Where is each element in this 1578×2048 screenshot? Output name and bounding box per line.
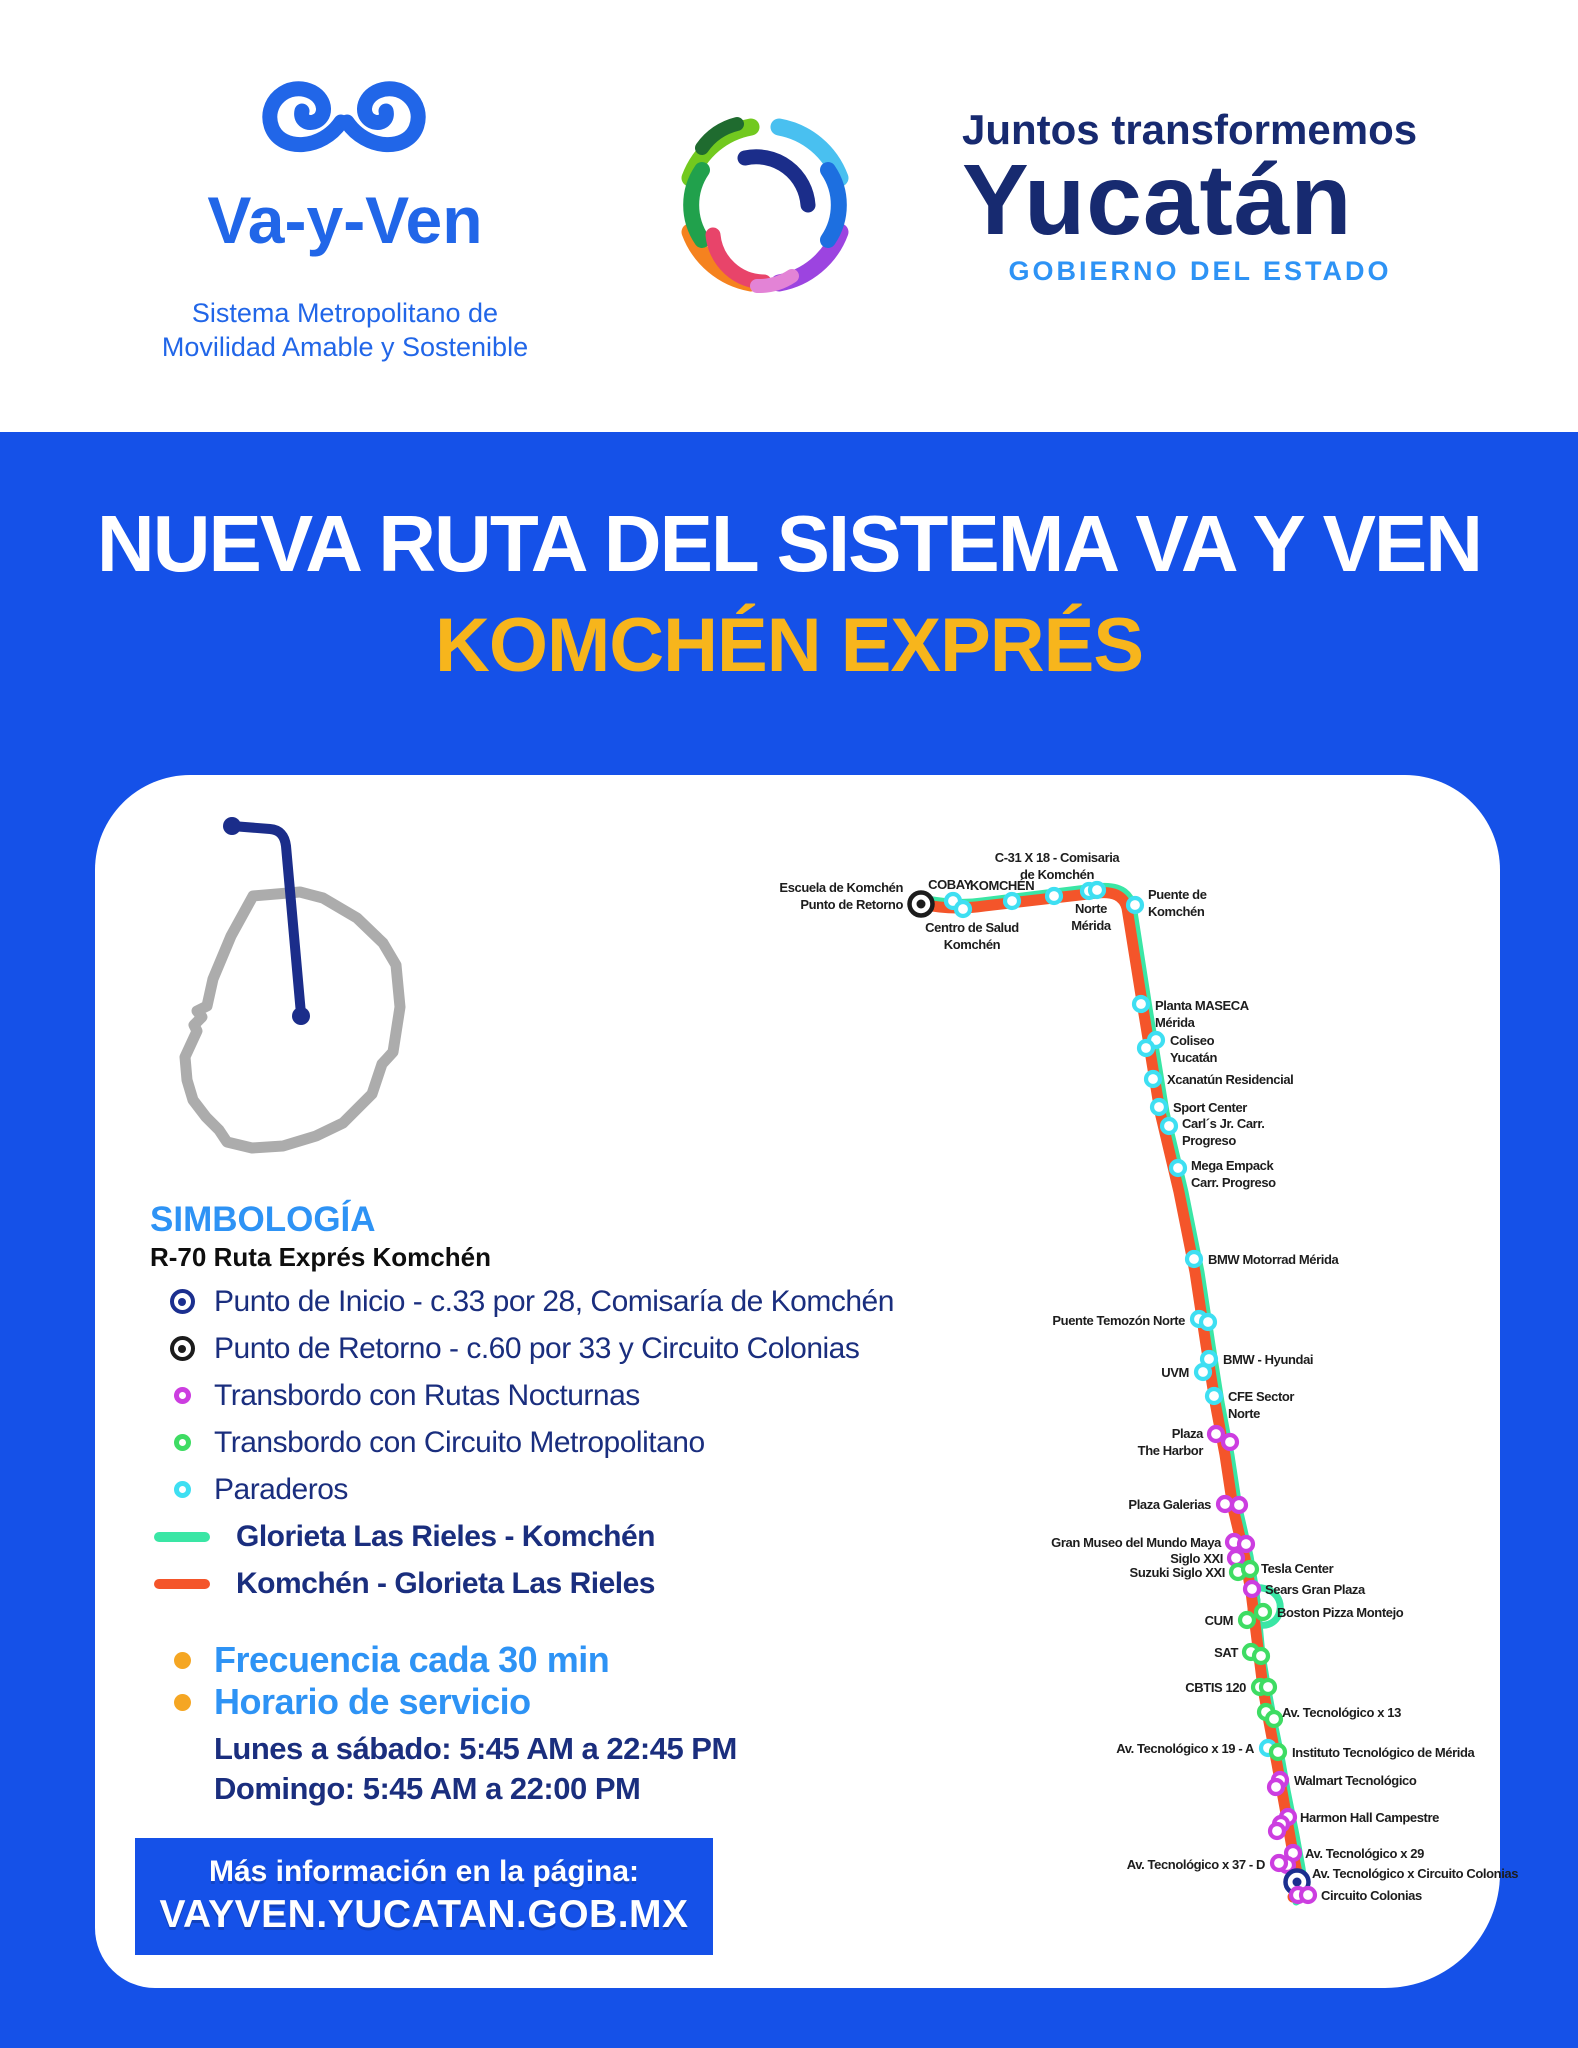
poster-title: NUEVA RUTA DEL SISTEMA VA Y VEN — [96, 499, 1482, 588]
schedule-weekday: Lunes a sábado: 5:45 AM a 22:45 PM — [214, 1731, 737, 1766]
route-stop-label: Centro de Salud Komchén — [925, 920, 1019, 952]
legend-label: Transbordo con Circuito Metropolitano — [214, 1425, 705, 1459]
hours-title: Horario de servicio — [214, 1681, 531, 1722]
route-stop-label: Suzuki Siglo XXI — [1129, 1565, 1225, 1580]
route-stop-label: Plaza Galerias — [1128, 1497, 1211, 1512]
vayven-tagline-line2: Movilidad Amable y Sostenible — [161, 332, 529, 362]
legend-label: Punto de Retorno - c.60 por 33 y Circuito Colonias — [214, 1331, 860, 1365]
legend-item — [150, 1560, 910, 1607]
route-stop-label: Planta MASECA Mérida — [1155, 998, 1249, 1030]
legend-item — [150, 1278, 910, 1325]
vayven-logo-icon — [240, 62, 450, 167]
route-stop-label: Tesla Center — [1261, 1561, 1334, 1576]
service-info — [150, 1639, 910, 1809]
route-stop-label: Xcanatún Residencial — [1167, 1072, 1294, 1087]
ring-magenta-icon — [150, 1387, 214, 1404]
legend-item — [150, 1513, 910, 1560]
route-stop-label: Siglo XXI — [1170, 1551, 1223, 1566]
route-stop-label: COBAY — [928, 877, 972, 892]
route-stop-label: Circuito Colonias — [1321, 1888, 1422, 1903]
ring-green — [174, 1434, 191, 1451]
ring-green-icon — [150, 1434, 214, 1451]
target-blue — [170, 1289, 195, 1314]
target-blue-icon — [150, 1289, 214, 1314]
route-stop-label: Plaza The Harbor — [1137, 1426, 1203, 1458]
yucatan-government-label: GOBIERNO DEL ESTADO — [1008, 256, 1392, 286]
route-stop-label: Norte Mérida — [1071, 901, 1111, 933]
route-stop-label: Av. Tecnológico x 13 — [1282, 1705, 1401, 1720]
bullet-icon — [150, 1652, 214, 1669]
route-stop-label: CUM — [1204, 1613, 1233, 1628]
legend-item — [150, 1325, 910, 1372]
route-stop-label: KOMCHÉN — [969, 878, 1035, 893]
route-stop-label: Av. Tecnológico x 19 - A — [1116, 1741, 1254, 1756]
route-stop-label: Boston Pizza Montejo — [1277, 1605, 1404, 1620]
frequency-text: Frecuencia cada 30 min — [214, 1639, 610, 1680]
route-stop-label: CFE Sector Norte — [1228, 1389, 1295, 1421]
legend-item — [150, 1466, 910, 1513]
route-stop-label: Escuela de Komchén Punto de Retorno — [779, 880, 903, 912]
legend-items — [150, 1278, 910, 1607]
bullet-icon — [150, 1694, 214, 1711]
line-mint-icon — [150, 1532, 214, 1542]
route-stop-label: C-31 X 18 - Comisaria de Komchén — [994, 850, 1120, 882]
route-stop-label: Mega Empack Carr. Progreso — [1191, 1158, 1276, 1190]
line-orange — [154, 1579, 210, 1589]
yucatan-state-logo-icon — [655, 95, 875, 315]
target-black-icon — [150, 1336, 214, 1361]
website-url: VAYVEN.YUCATAN.GOB.MX — [159, 1893, 689, 1936]
legend-route-name: R-70 Ruta Exprés Komchén — [150, 1242, 491, 1272]
route-stop-label: Av. Tecnológico x 29 — [1305, 1846, 1424, 1861]
route-stop-label: Walmart Tecnológico — [1294, 1773, 1417, 1788]
route-stop-label: Puente de Komchén — [1148, 887, 1207, 919]
route-stop-label: Sears Gran Plaza — [1265, 1582, 1365, 1597]
route-stop-label: Gran Museo del Mundo Maya — [1051, 1535, 1221, 1550]
ring-cyan — [174, 1481, 191, 1498]
schedule-lines — [214, 1729, 910, 1809]
yucatan-wordmark: Yucatán — [962, 144, 1353, 256]
yucatan-text-block — [962, 108, 1438, 287]
line-orange-icon — [150, 1579, 214, 1589]
legend-label: Paraderos — [214, 1472, 348, 1506]
target-dot — [178, 1298, 186, 1306]
route-stop-label: Av. Tecnológico x 37 - D — [1126, 1857, 1265, 1872]
target-dot — [178, 1345, 186, 1353]
target-black — [170, 1336, 195, 1361]
route-stop-label: Carl´s Jr. Carr. Progreso — [1182, 1116, 1265, 1148]
route-stop-label: Coliseo Yucatán — [1170, 1033, 1218, 1065]
route-stop-label: UVM — [1161, 1365, 1189, 1380]
legend-label: Transbordo con Rutas Nocturnas — [214, 1378, 640, 1412]
poster-subtitle: KOMCHÉN EXPRÉS — [434, 603, 1144, 688]
legend-item — [150, 1372, 910, 1419]
route-stop-label: Harmon Hall Campestre — [1300, 1810, 1439, 1825]
frequency-row — [150, 1639, 910, 1681]
header — [0, 0, 1578, 432]
route-stop-label: Puente Temozón Norte — [1052, 1313, 1185, 1328]
route-stop-label: SAT — [1214, 1645, 1238, 1660]
vayven-tagline-line1: Sistema Metropolitano de — [191, 298, 499, 328]
legend-label: Glorieta Las Rieles - Komchén — [236, 1519, 655, 1553]
legend-label: Punto de Inicio - c.33 por 28, Comisaría de Komchén — [214, 1284, 894, 1318]
legend — [150, 1200, 910, 1809]
legend-label: Komchén - Glorieta Las Rieles — [236, 1566, 655, 1600]
route-stop-label: CBTIS 120 — [1185, 1680, 1246, 1695]
route-stop-label: Instituto Tecnológico de Mérida — [1292, 1745, 1475, 1760]
vayven-brand: Va-y-Ven — [207, 183, 483, 257]
hours-row — [150, 1681, 910, 1723]
route-stop-label: Sport Center — [1173, 1100, 1247, 1115]
line-mint — [154, 1532, 210, 1542]
ring-cyan-icon — [150, 1481, 214, 1498]
vayven-tagline — [110, 296, 580, 364]
ring-magenta — [174, 1387, 191, 1404]
route-stop-label: BMW - Hyundai — [1223, 1352, 1314, 1367]
info-label: Más información en la página: — [208, 1855, 640, 1888]
route-stop-label: Av. Tecnológico x Circuito Colonias — [1312, 1866, 1519, 1881]
legend-heading: SIMBOLOGÍA — [150, 1200, 376, 1239]
route-stop-label: BMW Motorrad Mérida — [1208, 1252, 1339, 1267]
legend-item — [150, 1419, 910, 1466]
schedule-sunday: Domingo: 5:45 AM a 22:00 PM — [214, 1771, 641, 1806]
info-box — [135, 1838, 713, 1955]
yucatan-slogan: Juntos transformemos — [962, 106, 1418, 153]
